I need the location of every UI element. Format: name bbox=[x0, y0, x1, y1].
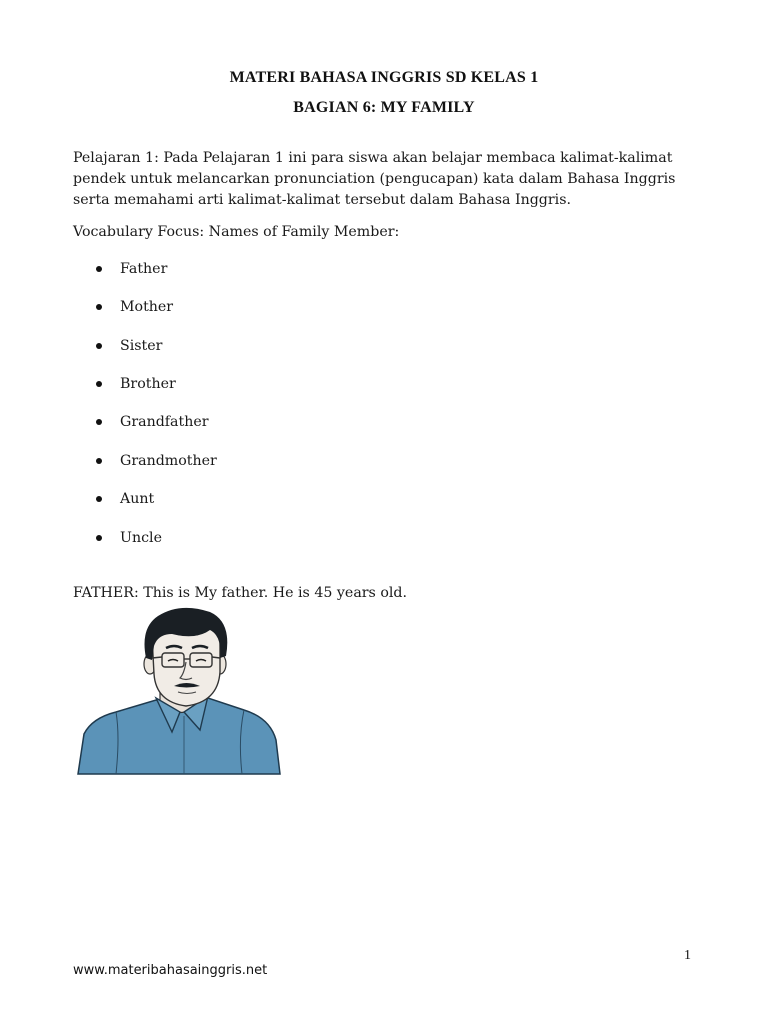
document-subtitle: BAGIAN 6: MY FAMILY bbox=[293, 99, 475, 116]
bullet-icon bbox=[96, 496, 102, 502]
vocabulary-word: Aunt bbox=[120, 491, 155, 507]
vocabulary-word: Grandfather bbox=[120, 414, 209, 430]
bullet-icon bbox=[96, 343, 102, 349]
vocabulary-word: Brother bbox=[120, 376, 176, 392]
vocabulary-word: Grandmother bbox=[120, 453, 217, 469]
vocabulary-word: Father bbox=[120, 261, 168, 277]
list-item bbox=[96, 488, 396, 510]
list-item bbox=[96, 296, 396, 318]
bullet-icon bbox=[96, 419, 102, 425]
document-title: MATERI BAHASA INGGRIS SD KELAS 1 bbox=[229, 69, 539, 86]
intro-paragraph: Pelajaran 1: Pada Pelajaran 1 ini para siswa akan belajar membaca kalimat-kalimat pendek untuk melancarkan pronunciation (pengucapan) kata dalam Bahasa Inggris serta memahami arti kalimat-kalimat tersebut dalam Bahasa Inggris. bbox=[73, 150, 676, 208]
page-number: 1 bbox=[684, 948, 691, 963]
footer-website-link[interactable]: www.materibahasainggris.net bbox=[73, 963, 268, 978]
list-item bbox=[96, 335, 396, 357]
bullet-icon bbox=[96, 304, 102, 310]
list-item bbox=[96, 373, 396, 395]
vocabulary-word: Sister bbox=[120, 338, 163, 354]
bullet-icon bbox=[96, 266, 102, 272]
vocabulary-word: Mother bbox=[120, 299, 174, 315]
list-item bbox=[96, 411, 396, 433]
list-item bbox=[96, 450, 396, 472]
list-item bbox=[96, 527, 396, 549]
list-item bbox=[96, 258, 396, 280]
bullet-icon bbox=[96, 381, 102, 387]
father-caption: FATHER: This is My father. He is 45 years old. bbox=[73, 585, 408, 601]
vocabulary-heading: Vocabulary Focus: Names of Family Member: bbox=[73, 224, 400, 240]
bullet-icon bbox=[96, 458, 102, 464]
bullet-icon bbox=[96, 535, 102, 541]
father-portrait-icon bbox=[76, 606, 282, 776]
vocabulary-word: Uncle bbox=[120, 530, 162, 546]
